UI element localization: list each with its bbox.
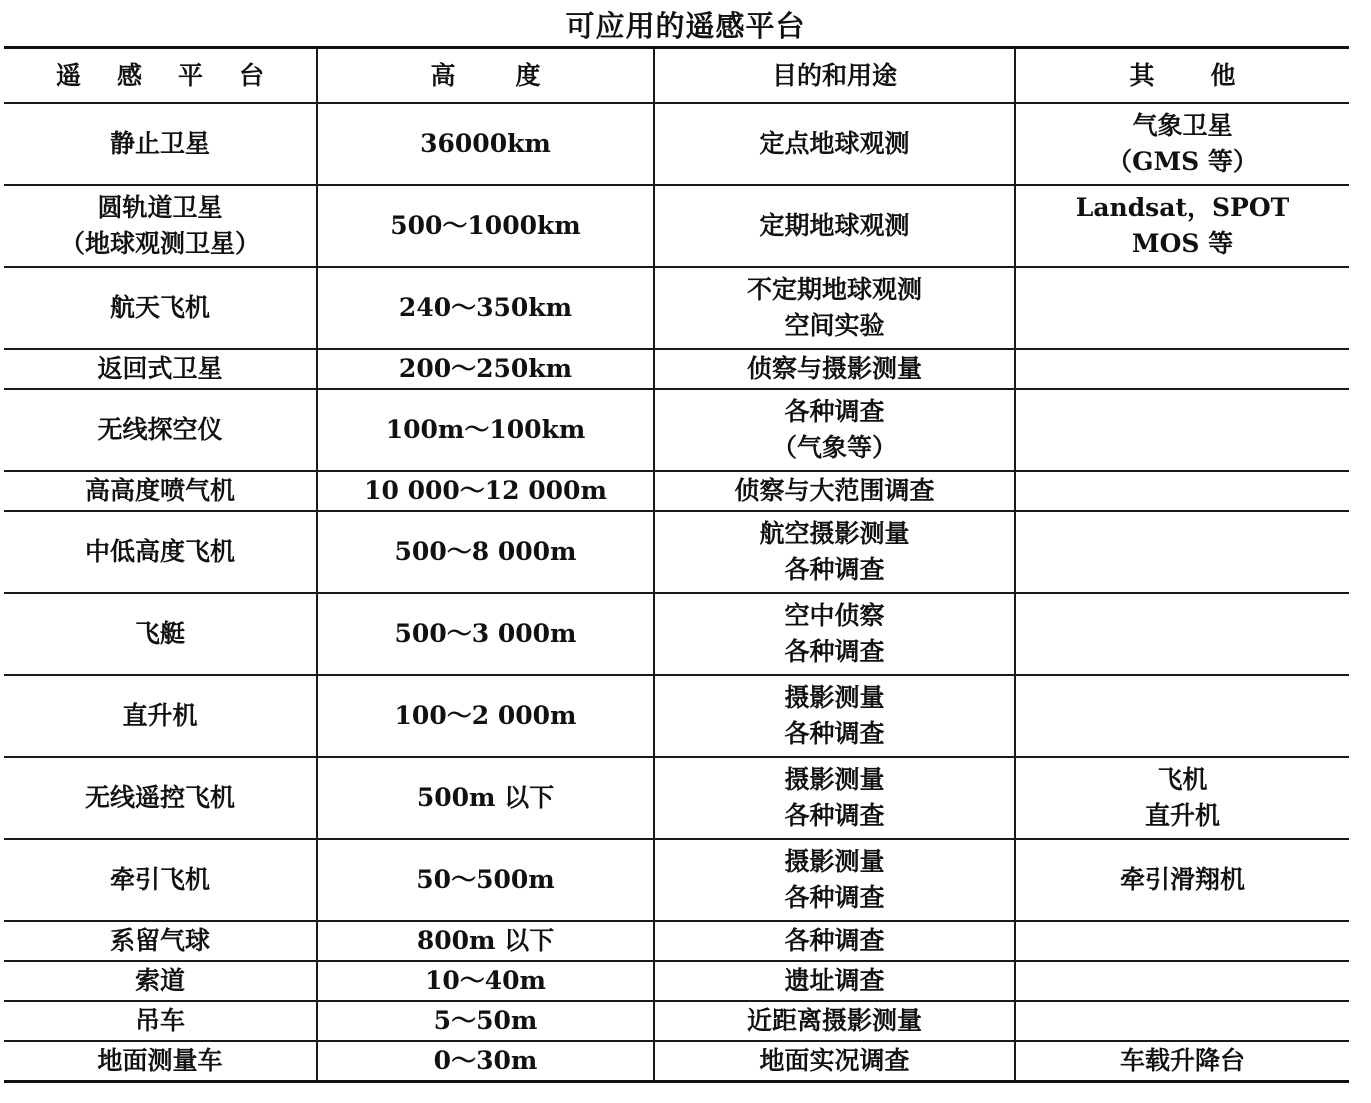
cell-other-line: 飞机 (1157, 765, 1208, 794)
cell-altitude (317, 389, 654, 471)
table-row (4, 1001, 1349, 1041)
cell-other-line: 气象卫星 (1132, 111, 1233, 140)
cell-other (1015, 267, 1349, 349)
cell-platform-line: 航天飞机 (109, 293, 210, 322)
cell-platform (4, 839, 317, 921)
table-row (4, 921, 1349, 961)
cell-platform (4, 961, 317, 1001)
cell-altitude-value: 240～350km (398, 293, 573, 322)
remote-sensing-platform-table (4, 46, 1349, 1083)
cell-platform-line: 飞艇 (134, 619, 185, 648)
cell-purpose-line: 摄影测量 (784, 765, 885, 794)
cell-other (1015, 511, 1349, 593)
header-purpose: 目的和用途 (654, 48, 1015, 104)
cell-purpose (654, 675, 1015, 757)
cell-other-line: 车载升降台 (1119, 1045, 1245, 1075)
cell-platform-line: 无线遥控飞机 (84, 783, 235, 812)
cell-purpose (654, 267, 1015, 349)
cell-purpose (654, 757, 1015, 839)
cell-purpose (654, 839, 1015, 921)
cell-other (1015, 103, 1349, 185)
cell-purpose (654, 185, 1015, 267)
table-row (4, 757, 1349, 839)
cell-altitude-value: 500～8 000m (394, 537, 577, 566)
cell-purpose-line: 不定期地球观测 (746, 275, 922, 304)
table-row (4, 103, 1349, 185)
cell-altitude (317, 511, 654, 593)
cell-platform-line: 中低高度飞机 (84, 537, 235, 566)
cell-purpose (654, 389, 1015, 471)
cell-purpose-line: 空间实验 (784, 311, 885, 340)
cell-altitude-value: 10 000～12 000m (364, 476, 607, 505)
header-row (4, 48, 1349, 104)
cell-platform (4, 1041, 317, 1081)
table-row (4, 471, 1349, 511)
cell-purpose-line: 各种调查 (784, 719, 885, 748)
cell-other-line: Landsat，SPOT (1075, 193, 1290, 222)
cell-purpose-line: 各种调查 (784, 397, 885, 426)
table-row (4, 839, 1349, 921)
cell-altitude-value: 500～3 000m (394, 619, 577, 648)
cell-other (1015, 839, 1349, 921)
cell-other (1015, 961, 1349, 1001)
cell-platform-line: 牵引飞机 (109, 865, 210, 894)
table-row (4, 349, 1349, 389)
table-row (4, 1041, 1349, 1081)
cell-altitude (317, 675, 654, 757)
cell-altitude-value: 200～250km (398, 354, 573, 383)
cell-platform (4, 511, 317, 593)
cell-purpose-line: 侦察与大范围调查 (734, 476, 935, 505)
cell-altitude-value: 10～40m (424, 966, 547, 995)
cell-purpose-line: 遗址调查 (784, 966, 885, 995)
table-row (4, 593, 1349, 675)
table-row (4, 185, 1349, 267)
cell-platform-line: 圆轨道卫星 (97, 193, 223, 222)
cell-purpose-line: 各种调查 (784, 926, 885, 955)
cell-platform (4, 921, 317, 961)
cell-purpose-line: 定期地球观测 (759, 211, 910, 240)
cell-platform-line: 地面测量车 (97, 1045, 223, 1075)
cell-purpose-line: 航空摄影测量 (759, 519, 910, 548)
cell-altitude-value: 800m 以下 (416, 926, 555, 955)
cell-altitude-value: 50～500m (416, 865, 555, 894)
cell-platform-line: 系留气球 (109, 926, 210, 955)
cell-platform-line: 高高度喷气机 (84, 476, 235, 505)
cell-purpose-line: 空中侦察 (784, 601, 885, 630)
cell-platform-line: （地球观测卫星） (59, 229, 260, 258)
cell-other-line: （GMS 等） (1107, 147, 1258, 176)
cell-altitude-value: 0～30m (433, 1045, 538, 1075)
table-row (4, 389, 1349, 471)
cell-altitude-value: 500m 以下 (416, 783, 555, 812)
cell-purpose (654, 961, 1015, 1001)
cell-platform (4, 471, 317, 511)
cell-platform (4, 757, 317, 839)
cell-other (1015, 1041, 1349, 1081)
cell-platform (4, 675, 317, 757)
cell-purpose (654, 349, 1015, 389)
table-row (4, 961, 1349, 1001)
cell-altitude (317, 103, 654, 185)
cell-platform (4, 267, 317, 349)
table-row (4, 511, 1349, 593)
table-row (4, 267, 1349, 349)
cell-altitude (317, 349, 654, 389)
cell-platform-line: 直升机 (122, 701, 198, 730)
cell-purpose (654, 511, 1015, 593)
cell-altitude (317, 267, 654, 349)
cell-purpose-line: 各种调查 (784, 555, 885, 584)
table-title: 可应用的遥感平台 (565, 9, 806, 43)
cell-purpose-line: 地面实况调查 (759, 1045, 910, 1075)
cell-purpose-line: 摄影测量 (784, 847, 885, 876)
cell-purpose-line: 各种调查 (784, 801, 885, 830)
cell-purpose (654, 103, 1015, 185)
cell-altitude (317, 185, 654, 267)
cell-platform-line: 吊车 (134, 1006, 185, 1035)
cell-altitude (317, 471, 654, 511)
cell-altitude-value: 36000km (420, 129, 551, 158)
cell-other-line: 直升机 (1144, 801, 1220, 830)
cell-other-line: 牵引滑翔机 (1119, 865, 1245, 894)
cell-platform (4, 593, 317, 675)
cell-purpose (654, 1001, 1015, 1041)
cell-other (1015, 349, 1349, 389)
cell-altitude (317, 757, 654, 839)
cell-platform (4, 103, 317, 185)
cell-altitude-value: 100～2 000m (394, 701, 577, 730)
cell-purpose (654, 921, 1015, 961)
cell-purpose-line: 摄影测量 (784, 683, 885, 712)
cell-altitude-value: 100m～100km (385, 415, 586, 444)
cell-altitude (317, 961, 654, 1001)
cell-platform (4, 349, 317, 389)
cell-purpose-line: 近距离摄影测量 (746, 1006, 922, 1035)
cell-altitude (317, 593, 654, 675)
cell-other (1015, 593, 1349, 675)
cell-purpose-line: 各种调查 (784, 637, 885, 666)
cell-platform-line: 无线探空仪 (97, 415, 223, 444)
cell-purpose-line: 定点地球观测 (759, 129, 910, 158)
cell-other-line: MOS 等 (1131, 229, 1234, 258)
cell-purpose (654, 593, 1015, 675)
header-other: 其他 (1015, 48, 1349, 104)
cell-purpose-line: 侦察与摄影测量 (746, 354, 922, 383)
cell-purpose-line: 各种调查 (784, 883, 885, 912)
cell-altitude (317, 1001, 654, 1041)
cell-other (1015, 921, 1349, 961)
table-body (4, 103, 1349, 1081)
cell-platform-line: 静止卫星 (109, 129, 210, 158)
header-platform: 遥感平台 (4, 48, 317, 104)
cell-other (1015, 389, 1349, 471)
cell-other (1015, 1001, 1349, 1041)
cell-platform (4, 185, 317, 267)
cell-other (1015, 471, 1349, 511)
cell-platform-line: 索道 (134, 966, 185, 995)
cell-platform-line: 返回式卫星 (97, 354, 223, 383)
cell-purpose-line: （气象等） (771, 433, 897, 462)
cell-other (1015, 185, 1349, 267)
cell-altitude (317, 1041, 654, 1081)
cell-other (1015, 757, 1349, 839)
header-altitude: 高度 (317, 48, 654, 104)
cell-other (1015, 675, 1349, 757)
cell-purpose (654, 1041, 1015, 1081)
cell-platform (4, 389, 317, 471)
table-row (4, 675, 1349, 757)
cell-altitude (317, 921, 654, 961)
cell-altitude-value: 500～1000km (390, 211, 581, 240)
cell-platform (4, 1001, 317, 1041)
cell-altitude (317, 839, 654, 921)
cell-purpose (654, 471, 1015, 511)
cell-altitude-value: 5～50m (433, 1006, 538, 1035)
